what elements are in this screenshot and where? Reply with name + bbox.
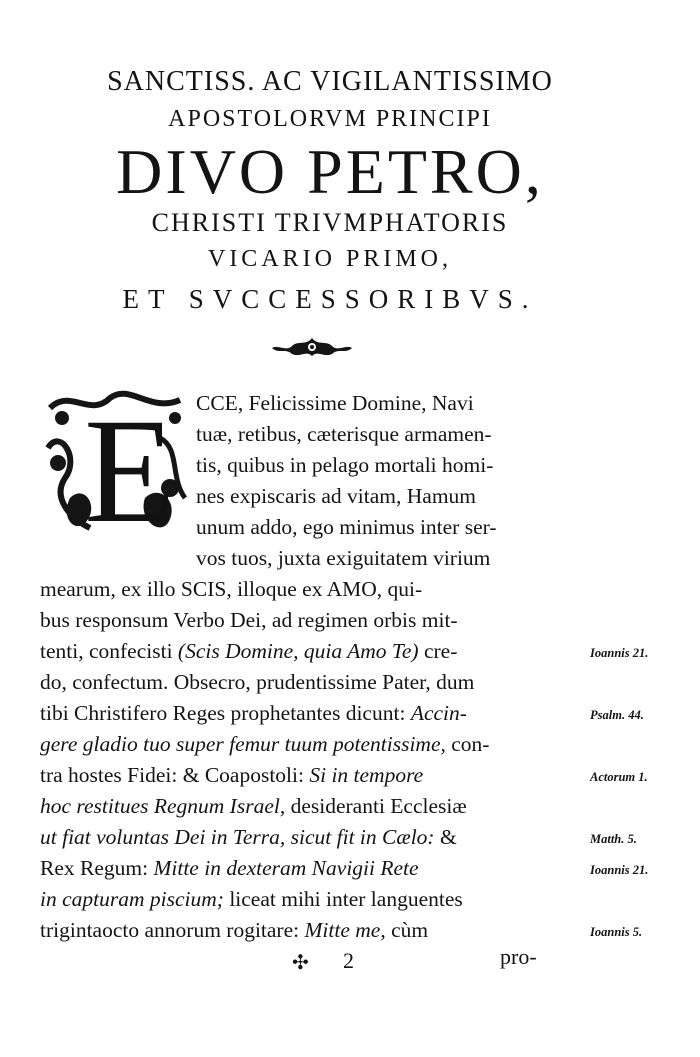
decorated-initial xyxy=(40,388,190,554)
quotation-text: Mitte me, xyxy=(304,918,386,942)
body-line-16 xyxy=(40,858,419,880)
margin-note: Ioannis 21. xyxy=(590,646,649,660)
body-line-6: vos tuos, juxta exiguitatem virium xyxy=(196,546,491,570)
body-text: Rex Regum: xyxy=(40,856,154,880)
body-line-2: tuæ, retibus, cæterisque armamen- xyxy=(196,422,492,446)
heading-line-2: APOSTOLORVM PRINCIPI xyxy=(168,106,492,132)
catchword: pro- xyxy=(500,944,537,969)
heading-line-3: DIVO PETRO, xyxy=(116,136,544,207)
fleuron-ornament-icon xyxy=(270,334,354,360)
body-line-1: CCE, Felicissime Domine, Navi xyxy=(196,391,474,415)
body-line-3: tis, quibus in pelago mortali homi- xyxy=(196,453,494,477)
quotation-text: ut fiat voluntas Dei in Terra, sicut fit in Cælo: xyxy=(40,825,440,849)
body-text: tra hostes Fidei: & Coapostoli: xyxy=(40,763,310,787)
body-line-13 xyxy=(40,765,423,787)
heading-line-6: ET SVCCESSORIBVS. xyxy=(122,284,538,314)
body-text: trigintaocto annorum rogitare: xyxy=(40,918,305,942)
body-text: con- xyxy=(445,732,490,756)
body-text: liceat mihi inter languentes xyxy=(223,887,463,911)
body-text: tibi Christifero Reges prophetantes dicunt: xyxy=(40,701,411,725)
body-line-14 xyxy=(40,796,467,818)
heading-line-1: SANCTISS. AC VIGILANTISSIMO xyxy=(107,66,553,97)
quotation-text: Accin- xyxy=(410,701,467,725)
body-line-15 xyxy=(40,827,457,849)
margin-note: Psalm. 44. xyxy=(590,708,644,722)
body-line-12 xyxy=(40,734,489,756)
quotation-text: hoc restitues Regnum Israel, xyxy=(40,794,286,818)
body-line-17 xyxy=(40,889,463,911)
body-line-10: do, confectum. Obsecro, prudentissime Pater, dum xyxy=(40,670,475,694)
margin-note: Actorum 1. xyxy=(590,770,648,784)
heading-line-5: VICARIO PRIMO, xyxy=(207,246,452,272)
signature-mark-icon: ✣ xyxy=(292,952,309,974)
body-text: cùm xyxy=(385,918,429,942)
dropcap-letter: E xyxy=(84,388,176,554)
quotation-text: (Scis Domine, quia Amo Te) xyxy=(177,639,419,663)
body-line-5: unum addo, ego minimus inter ser- xyxy=(196,515,497,539)
body-line-18 xyxy=(40,920,428,942)
body-text: & xyxy=(439,825,457,849)
heading-line-4: CHRISTI TRIVMPHATORIS xyxy=(151,208,509,237)
body-line-9 xyxy=(40,641,457,663)
body-line-8: bus responsum Verbo Dei, ad regimen orbis mit- xyxy=(40,608,458,632)
quotation-text: Si in tempore xyxy=(309,763,424,787)
margin-note: Ioannis 5. xyxy=(590,925,643,939)
body-line-11 xyxy=(40,703,467,725)
quotation-text: in capturam piscium; xyxy=(40,887,224,911)
body-text: cre- xyxy=(418,639,458,663)
page-number: 2 xyxy=(343,948,354,973)
body-line-4: nes expiscaris ad vitam, Hamum xyxy=(196,484,477,508)
margin-note: Matth. 5. xyxy=(590,832,637,846)
quotation-text: gere gladio tuo super femur tuum potentissime, xyxy=(40,732,446,756)
quotation-text: Mitte in dexteram Navigii Rete xyxy=(153,856,419,880)
margin-note: Ioannis 21. xyxy=(590,863,649,877)
body-text: tenti, confecisti xyxy=(40,639,178,663)
body-line-7: mearum, ex illo SCIS, illoque ex AMO, qui- xyxy=(40,577,423,601)
body-text: desideranti Ecclesiæ xyxy=(285,794,467,818)
